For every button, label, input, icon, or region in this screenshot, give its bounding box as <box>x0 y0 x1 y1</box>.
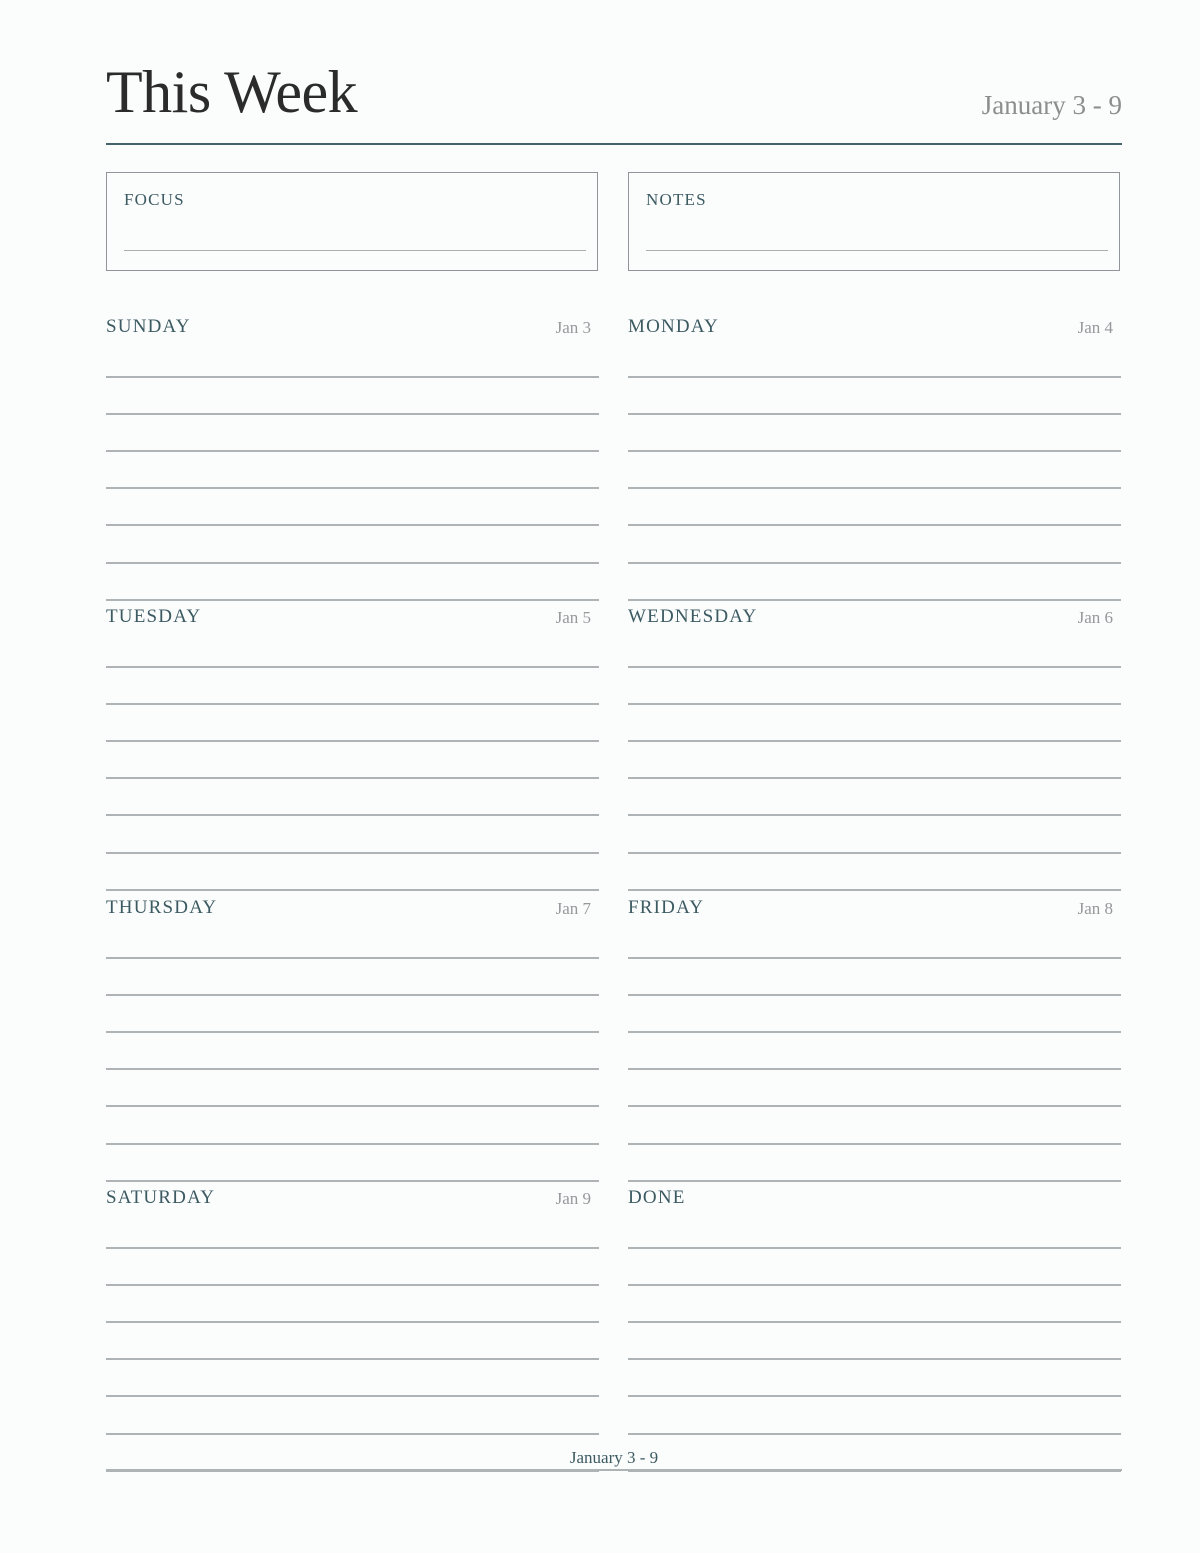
writing-line <box>628 376 1121 378</box>
writing-line <box>106 1068 599 1070</box>
writing-line <box>628 450 1121 452</box>
writing-line <box>628 703 1121 705</box>
day-section-thursday[interactable] <box>106 883 599 1173</box>
writing-line <box>628 1395 1121 1397</box>
writing-line <box>106 1105 599 1107</box>
writing-line <box>106 413 599 415</box>
writing-line <box>628 814 1121 816</box>
writing-line <box>628 740 1121 742</box>
weekly-planner-page <box>106 0 1122 1553</box>
day-name: THURSDAY <box>106 897 218 918</box>
day-name: TUESDAY <box>106 606 202 627</box>
writing-line <box>628 1433 1121 1435</box>
writing-line <box>628 1358 1121 1360</box>
day-name: SUNDAY <box>106 316 191 337</box>
writing-line <box>106 487 599 489</box>
writing-line <box>628 666 1121 668</box>
writing-line <box>106 1433 599 1435</box>
notes-box[interactable] <box>628 172 1120 271</box>
writing-lines <box>628 302 1121 592</box>
writing-line <box>628 1068 1121 1070</box>
writing-lines <box>106 1173 599 1463</box>
writing-line <box>106 1143 599 1145</box>
writing-line <box>628 777 1121 779</box>
writing-line <box>106 814 599 816</box>
writing-line <box>106 852 599 854</box>
day-date: Jan 9 <box>555 1189 591 1208</box>
footer-date-range: January 3 - 9 <box>569 1448 659 1467</box>
writing-line <box>106 666 599 668</box>
writing-lines <box>628 592 1121 882</box>
writing-line <box>628 852 1121 854</box>
writing-line <box>628 1031 1121 1033</box>
writing-line <box>106 1031 599 1033</box>
writing-line <box>106 450 599 452</box>
writing-line <box>628 994 1121 996</box>
day-date: Jan 4 <box>1077 318 1113 337</box>
focus-box[interactable] <box>106 172 598 271</box>
writing-line <box>628 524 1121 526</box>
day-section-saturday[interactable] <box>106 1173 599 1463</box>
writing-line <box>106 740 599 742</box>
writing-line <box>628 562 1121 564</box>
writing-line <box>106 524 599 526</box>
writing-lines <box>106 302 599 592</box>
day-date: Jan 8 <box>1077 899 1113 918</box>
notes-label: NOTES <box>646 190 707 209</box>
header-divider <box>106 143 1122 145</box>
day-date: Jan 3 <box>555 318 591 337</box>
day-section-monday[interactable] <box>628 302 1121 592</box>
day-section-wednesday[interactable] <box>628 592 1121 882</box>
writing-line <box>628 1247 1121 1249</box>
writing-line <box>628 413 1121 415</box>
header-date-range: January 3 - 9 <box>981 90 1122 120</box>
day-date: Jan 6 <box>1077 608 1113 627</box>
writing-line <box>106 703 599 705</box>
day-name: WEDNESDAY <box>628 606 758 627</box>
writing-line <box>628 1105 1121 1107</box>
writing-lines <box>628 883 1121 1173</box>
writing-line <box>628 487 1121 489</box>
day-date: Jan 7 <box>555 899 591 918</box>
day-name: MONDAY <box>628 316 719 337</box>
writing-line <box>628 1143 1121 1145</box>
day-date: Jan 5 <box>555 608 591 627</box>
writing-lines <box>106 883 599 1173</box>
writing-line <box>628 957 1121 959</box>
writing-line <box>106 376 599 378</box>
focus-writing-line <box>124 250 586 251</box>
writing-line <box>106 777 599 779</box>
writing-line <box>106 957 599 959</box>
footer-divider <box>106 1469 1122 1471</box>
page-title: This Week <box>106 59 358 125</box>
notes-writing-line <box>646 250 1108 251</box>
writing-line <box>628 1321 1121 1323</box>
writing-line <box>106 1321 599 1323</box>
writing-line <box>106 1395 599 1397</box>
day-name: FRIDAY <box>628 897 705 918</box>
writing-line <box>106 1358 599 1360</box>
day-section-sunday[interactable] <box>106 302 599 592</box>
writing-line <box>106 994 599 996</box>
writing-line <box>628 1284 1121 1286</box>
day-section-friday[interactable] <box>628 883 1121 1173</box>
writing-lines <box>628 1173 1121 1463</box>
done-section[interactable] <box>628 1173 1121 1463</box>
writing-lines <box>106 592 599 882</box>
writing-line <box>106 562 599 564</box>
focus-label: FOCUS <box>124 190 185 209</box>
day-section-tuesday[interactable] <box>106 592 599 882</box>
done-label: DONE <box>628 1187 686 1208</box>
writing-line <box>106 1284 599 1286</box>
day-name: SATURDAY <box>106 1187 216 1208</box>
writing-line <box>106 1247 599 1249</box>
